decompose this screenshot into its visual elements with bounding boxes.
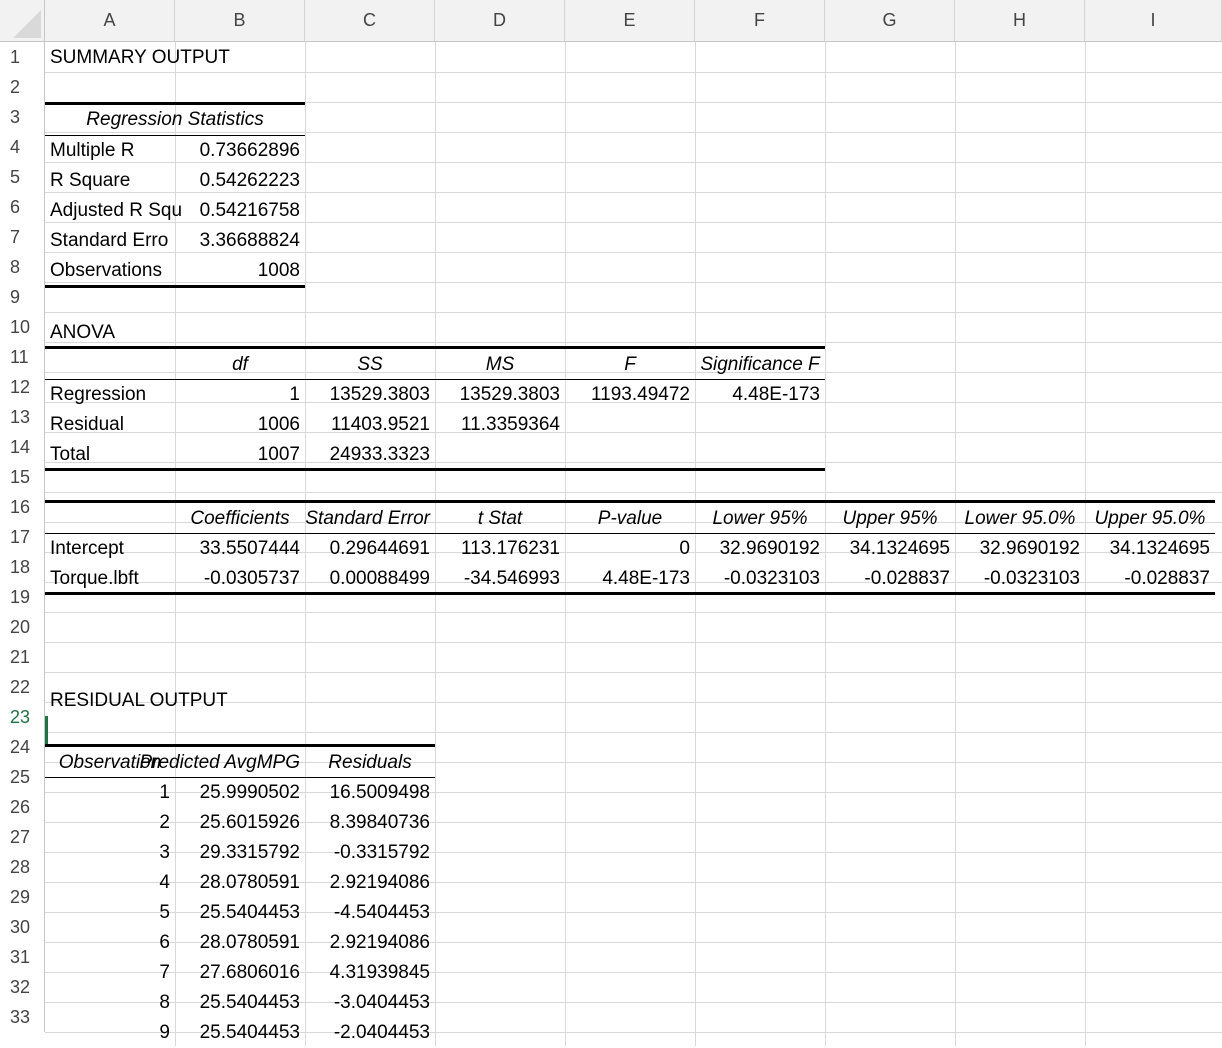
residual-value[interactable]: -0.3315792	[333, 842, 430, 863]
row-header-6[interactable]: 6	[0, 192, 45, 222]
stat-label[interactable]: Multiple R	[50, 140, 135, 161]
coef-header[interactable]: Lower 95%	[712, 508, 808, 529]
residual-header[interactable]: Observation	[58, 752, 162, 773]
residual-value[interactable]: 2.92194086	[329, 872, 430, 893]
residual-value[interactable]: 8.39840736	[329, 812, 430, 833]
row-header-18[interactable]: 18	[0, 552, 45, 582]
residual-value[interactable]: 4.31939845	[329, 962, 430, 983]
coef-value[interactable]: 4.48E-173	[602, 568, 690, 589]
coef-header[interactable]: t Stat	[477, 508, 523, 529]
residual-title[interactable]: RESIDUAL OUTPUT	[50, 690, 228, 711]
row-header-8[interactable]: 8	[0, 252, 45, 282]
anova-header-df[interactable]: df	[232, 354, 248, 375]
coef-value[interactable]: 32.9690192	[979, 538, 1080, 559]
residual-predicted[interactable]: 28.0780591	[199, 932, 300, 953]
row-header-12[interactable]: 12	[0, 372, 45, 402]
row-header-23[interactable]: 23	[0, 702, 45, 732]
summary-title[interactable]: SUMMARY OUTPUT	[50, 47, 230, 68]
stat-value[interactable]: 3.36688824	[199, 230, 300, 251]
row-header-2[interactable]: 2	[0, 72, 45, 102]
coef-value[interactable]: -34.546993	[463, 568, 560, 589]
row-header-10[interactable]: 10	[0, 312, 45, 342]
stat-value[interactable]: 1008	[257, 260, 300, 281]
column-header-f[interactable]: F	[695, 0, 825, 42]
anova-header-sigf[interactable]: Significance F	[700, 354, 820, 375]
gridline	[45, 672, 1222, 673]
residual-header[interactable]: Residuals	[328, 752, 412, 773]
coef-row-label[interactable]: Intercept	[50, 538, 124, 559]
coef-value[interactable]: 33.5507444	[199, 538, 300, 559]
coef-value[interactable]: 34.1324695	[1109, 538, 1210, 559]
anova-df[interactable]: 1007	[257, 444, 300, 465]
residual-predicted[interactable]: 25.9990502	[199, 782, 300, 803]
coef-value[interactable]: -0.0305737	[203, 568, 300, 589]
coef-value[interactable]: -0.0323103	[983, 568, 1080, 589]
residual-predicted[interactable]: 25.5404453	[199, 1022, 300, 1043]
coef-header[interactable]: Standard Error	[305, 508, 430, 529]
stat-value[interactable]: 0.73662896	[199, 140, 300, 161]
stat-label[interactable]: R Square	[50, 170, 131, 191]
residual-value[interactable]: 2.92194086	[329, 932, 430, 953]
stat-label[interactable]: Observations	[50, 260, 162, 281]
table-border	[45, 744, 435, 747]
residual-observation[interactable]: 7	[159, 962, 170, 983]
gridline	[45, 342, 1222, 343]
row-header-19[interactable]: 19	[0, 582, 45, 612]
coef-value[interactable]: 0	[679, 538, 690, 559]
residual-predicted[interactable]: 29.3315792	[199, 842, 300, 863]
row-header-4[interactable]: 4	[0, 132, 45, 162]
row-header-3[interactable]: 3	[0, 102, 45, 132]
residual-observation[interactable]: 9	[159, 1022, 170, 1043]
anova-row-label[interactable]: Total	[50, 444, 91, 465]
row-header-31[interactable]: 31	[0, 942, 45, 972]
column-header-d[interactable]: D	[435, 0, 565, 42]
row-header-26[interactable]: 26	[0, 792, 45, 822]
residual-predicted[interactable]: 25.5404453	[199, 902, 300, 923]
row-header-16[interactable]: 16	[0, 492, 45, 522]
table-border	[45, 346, 825, 349]
residual-predicted[interactable]: 27.6806016	[199, 962, 300, 983]
row-header-13[interactable]: 13	[0, 402, 45, 432]
gridline	[45, 492, 1222, 493]
residual-observation[interactable]: 5	[159, 902, 170, 923]
column-header-h[interactable]: H	[955, 0, 1085, 42]
residual-predicted[interactable]: 28.0780591	[199, 872, 300, 893]
column-header-g[interactable]: G	[825, 0, 955, 42]
coef-value[interactable]: 34.1324695	[849, 538, 950, 559]
anova-ms[interactable]: 13529.3803	[459, 384, 560, 405]
coef-value[interactable]: -0.0323103	[723, 568, 820, 589]
row-header-30[interactable]: 30	[0, 912, 45, 942]
row-header-32[interactable]: 32	[0, 972, 45, 1002]
residual-predicted[interactable]: 25.5404453	[199, 992, 300, 1013]
row-header-17[interactable]: 17	[0, 522, 45, 552]
stat-label[interactable]: Adjusted R Squ	[50, 200, 183, 221]
residual-observation[interactable]: 1	[159, 782, 170, 803]
coef-header[interactable]: Upper 95%	[842, 508, 938, 529]
residual-observation[interactable]: 2	[159, 812, 170, 833]
gridline	[45, 642, 1222, 643]
row-header-9[interactable]: 9	[0, 282, 45, 312]
residual-value[interactable]: -4.5404453	[333, 902, 430, 923]
column-header-a[interactable]: A	[45, 0, 175, 42]
coef-value[interactable]: 0.00088499	[329, 568, 430, 589]
row-header-7[interactable]: 7	[0, 222, 45, 252]
row-header-21[interactable]: 21	[0, 642, 45, 672]
coef-value[interactable]: 113.176231	[461, 538, 560, 559]
coef-header[interactable]: Coefficients	[190, 508, 290, 529]
row-header-33[interactable]: 33	[0, 1002, 45, 1032]
row-header-27[interactable]: 27	[0, 822, 45, 852]
residual-predicted[interactable]: 25.6015926	[199, 812, 300, 833]
table-border	[45, 592, 1215, 595]
anova-df[interactable]: 1	[289, 384, 300, 405]
row-header-29[interactable]: 29	[0, 882, 45, 912]
row-header-11[interactable]: 11	[0, 342, 45, 372]
row-header-20[interactable]: 20	[0, 612, 45, 642]
row-header-1[interactable]: 1	[0, 42, 45, 72]
residual-observation[interactable]: 3	[159, 842, 170, 863]
gridline	[45, 312, 1222, 313]
coef-value[interactable]: 0.29644691	[329, 538, 430, 559]
stat-label[interactable]: Standard Erro	[50, 230, 169, 251]
anova-ss[interactable]: 13529.3803	[329, 384, 430, 405]
anova-header-f[interactable]: F	[624, 354, 636, 375]
gridline	[45, 732, 1222, 733]
anova-ms[interactable]: 11.3359364	[461, 414, 560, 435]
gridline	[45, 612, 1222, 613]
active-cell-indicator	[45, 716, 48, 746]
select-all-corner[interactable]	[0, 0, 45, 42]
column-header-i[interactable]: I	[1085, 0, 1222, 42]
anova-row-label[interactable]: Regression	[50, 384, 147, 405]
anova-ss[interactable]: 24933.3323	[329, 444, 430, 465]
stat-value[interactable]: 0.54262223	[199, 170, 300, 191]
residual-value[interactable]: -2.0404453	[333, 1022, 430, 1043]
table-border	[45, 468, 825, 471]
coef-header[interactable]: Upper 95.0%	[1094, 508, 1206, 529]
residual-value[interactable]: -3.0404453	[333, 992, 430, 1013]
anova-row-label[interactable]: Residual	[50, 414, 124, 435]
coef-header[interactable]: Lower 95.0%	[964, 508, 1076, 529]
residual-observation[interactable]: 4	[159, 872, 170, 893]
anova-df[interactable]: 1006	[257, 414, 300, 435]
anova-title[interactable]: ANOVA	[50, 322, 116, 343]
anova-ss[interactable]: 11403.9521	[331, 414, 430, 435]
row-header-28[interactable]: 28	[0, 852, 45, 882]
table-border	[45, 500, 1215, 503]
regression-stats-header[interactable]: Regression Statistics	[86, 109, 264, 130]
row-header-22[interactable]: 22	[0, 672, 45, 702]
anova-header-ss[interactable]: SS	[357, 354, 383, 375]
residual-observation[interactable]: 6	[159, 932, 170, 953]
row-header-5[interactable]: 5	[0, 162, 45, 192]
residual-header[interactable]: Predicted AvgMPG	[139, 752, 300, 773]
column-header-e[interactable]: E	[565, 0, 695, 42]
residual-value[interactable]: 16.5009498	[329, 782, 430, 803]
coef-value[interactable]: 32.9690192	[719, 538, 820, 559]
table-border	[45, 285, 305, 288]
row-header-15[interactable]: 15	[0, 462, 45, 492]
coef-value[interactable]: -0.028837	[864, 568, 950, 589]
row-header-25[interactable]: 25	[0, 762, 45, 792]
coef-value[interactable]: -0.028837	[1124, 568, 1210, 589]
column-header-b[interactable]: B	[175, 0, 305, 42]
stat-value[interactable]: 0.54216758	[199, 200, 300, 221]
anova-sigf[interactable]: 4.48E-173	[732, 384, 820, 405]
anova-header-ms[interactable]: MS	[485, 354, 515, 375]
column-header-c[interactable]: C	[305, 0, 435, 42]
residual-observation[interactable]: 8	[159, 992, 170, 1013]
row-header-14[interactable]: 14	[0, 432, 45, 462]
coef-row-label[interactable]: Torque.lbft	[50, 568, 139, 589]
row-header-24[interactable]: 24	[0, 732, 45, 762]
coef-header[interactable]: P-value	[597, 508, 663, 529]
anova-f[interactable]: 1193.49472	[591, 384, 690, 405]
